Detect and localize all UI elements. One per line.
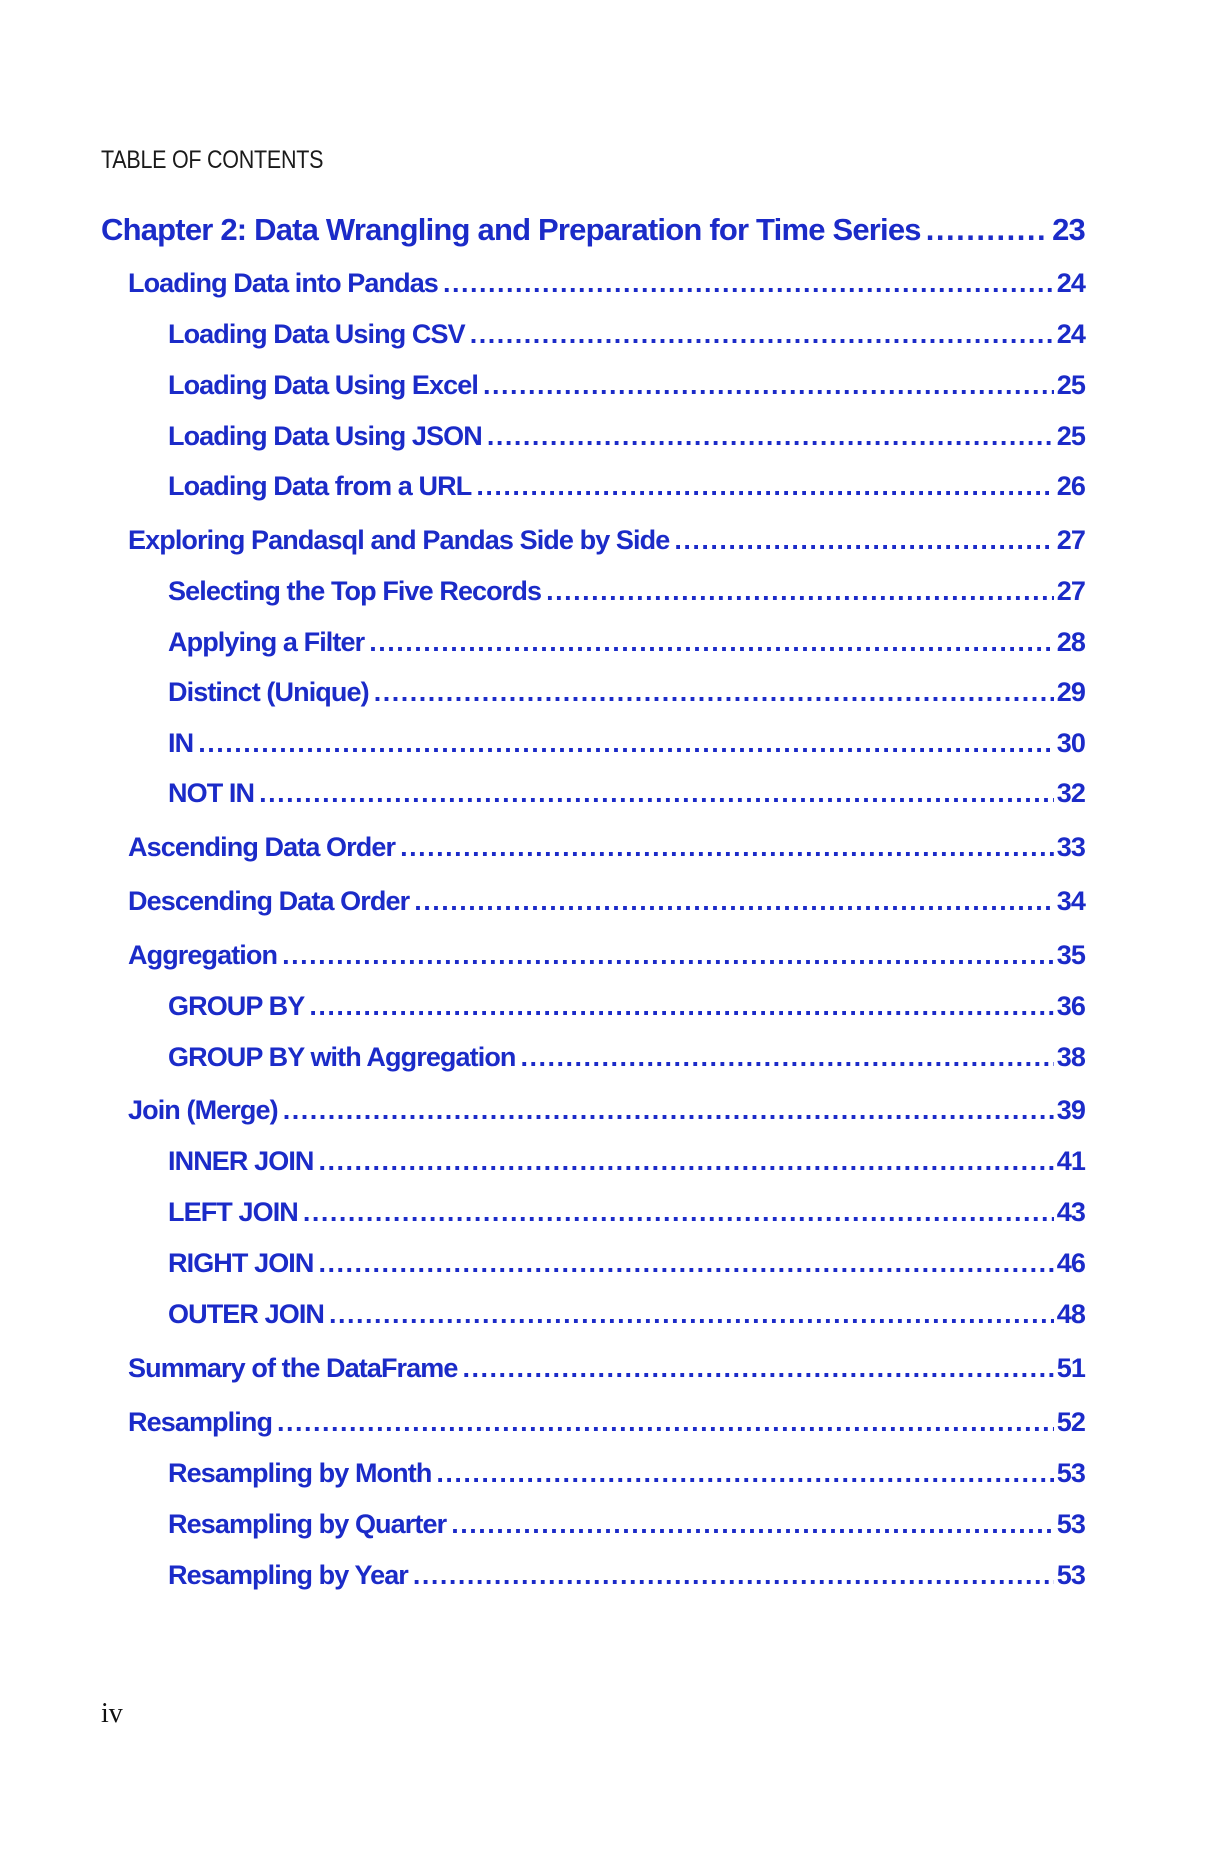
toc-entry-title: INNER JOIN	[168, 1146, 314, 1176]
toc-entry-title: Descending Data Order	[128, 886, 410, 916]
page-number: iv	[101, 1698, 123, 1729]
toc-entry-title: OUTER JOIN	[168, 1299, 325, 1329]
toc-dot-leader	[463, 1353, 1054, 1384]
toc-entry-title: GROUP BY with Aggregation	[168, 1042, 516, 1072]
toc-dot-leader	[483, 370, 1054, 401]
toc-entry-page: 23	[1052, 212, 1085, 247]
toc-dot-leader	[329, 1299, 1054, 1330]
toc-dot-leader	[283, 1095, 1054, 1126]
toc-dot-leader	[309, 991, 1053, 1022]
toc-entry-page: 30	[1056, 728, 1085, 758]
toc-entry-title: Summary of the DataFrame	[128, 1353, 458, 1383]
toc-entry-page: 53	[1056, 1458, 1085, 1488]
toc-dot-leader	[259, 778, 1054, 809]
toc-entry-title: Exploring Pandasql and Pandas Side by Side	[128, 525, 670, 555]
toc-entry-title: Resampling by Month	[168, 1458, 432, 1488]
toc-entry[interactable]	[128, 832, 1085, 863]
toc-entry-title: Loading Data Using JSON	[168, 421, 482, 451]
toc-entry-title: LEFT JOIN	[168, 1197, 298, 1227]
toc-dot-leader	[374, 677, 1054, 708]
toc-entry-title: Chapter 2: Data Wrangling and Preparation for Time Series	[101, 212, 921, 247]
toc-entry-page: 26	[1056, 471, 1085, 501]
toc-entry-page: 36	[1056, 991, 1085, 1021]
toc-entry-title: Resampling by Year	[168, 1560, 408, 1590]
toc-entry-page: 25	[1056, 370, 1085, 400]
toc-entry-title: Loading Data Using CSV	[168, 319, 465, 349]
toc-entry[interactable]	[128, 525, 1085, 556]
toc-entry[interactable]	[168, 728, 1085, 759]
toc-dot-leader	[470, 319, 1054, 350]
toc-entry-page: 32	[1056, 778, 1085, 808]
toc-entry-title: Loading Data into Pandas	[128, 268, 438, 298]
toc-dot-leader	[521, 1042, 1054, 1073]
toc-entry-title: Resampling by Quarter	[168, 1509, 447, 1539]
toc-entry[interactable]	[168, 627, 1085, 658]
toc-entry-page: 39	[1056, 1095, 1085, 1125]
toc-entry-page: 27	[1056, 576, 1085, 606]
toc-entry[interactable]	[168, 1560, 1085, 1591]
toc-entry-title: GROUP BY	[168, 991, 305, 1021]
toc-entry-page: 52	[1056, 1407, 1085, 1437]
toc-entry-title: NOT IN	[168, 778, 255, 808]
toc-entry-page: 53	[1056, 1560, 1085, 1590]
toc-entry-page: 48	[1056, 1299, 1085, 1329]
toc-entry-title: Loading Data Using Excel	[168, 370, 478, 400]
toc-entry-page: 43	[1056, 1197, 1085, 1227]
toc-dot-leader	[436, 1458, 1053, 1489]
toc-entry[interactable]	[128, 1407, 1085, 1438]
toc-entry[interactable]	[168, 1509, 1085, 1540]
toc-entry-title: IN	[168, 728, 194, 758]
toc-entry-title: Distinct (Unique)	[168, 677, 369, 707]
toc-entry[interactable]	[168, 1248, 1085, 1279]
toc-entry-page: 29	[1056, 677, 1085, 707]
toc-dot-leader	[674, 525, 1053, 556]
toc-entry-page: 41	[1056, 1146, 1085, 1176]
toc-entry-title: Aggregation	[128, 940, 278, 970]
toc-entry[interactable]	[168, 370, 1085, 401]
toc-dot-leader	[369, 627, 1054, 658]
toc-dot-leader	[400, 832, 1054, 863]
toc-entry[interactable]	[168, 1458, 1085, 1489]
toc-entry[interactable]	[128, 886, 1085, 917]
toc-entry-title: Join (Merge)	[128, 1095, 278, 1125]
toc-dot-leader	[319, 1146, 1054, 1177]
toc-dot-leader	[487, 421, 1054, 452]
toc-entry[interactable]	[128, 940, 1085, 971]
toc-entry[interactable]	[168, 471, 1085, 502]
toc-dot-leader	[282, 940, 1054, 971]
toc-entry[interactable]	[168, 778, 1085, 809]
toc-entry-title: Ascending Data Order	[128, 832, 396, 862]
running-head: TABLE OF CONTENTS	[101, 146, 324, 174]
toc-dot-leader	[451, 1509, 1054, 1540]
toc-entry-page: 46	[1056, 1248, 1085, 1278]
toc-dot-leader	[443, 268, 1054, 299]
toc-entry-page: 35	[1056, 940, 1085, 970]
toc-entry[interactable]	[168, 1197, 1085, 1228]
toc-entry-page: 38	[1056, 1042, 1085, 1072]
toc-entry-title: Applying a Filter	[168, 627, 365, 657]
toc-entry-page: 28	[1056, 627, 1085, 657]
toc-entry[interactable]	[168, 1146, 1085, 1177]
toc-entry-title: Loading Data from a URL	[168, 471, 472, 501]
toc-entry[interactable]	[168, 576, 1085, 607]
toc-chapter-entry[interactable]	[101, 212, 1085, 248]
toc-entry-title: RIGHT JOIN	[168, 1248, 314, 1278]
toc-entry-page: 51	[1056, 1353, 1085, 1383]
toc-entry-page: 53	[1056, 1509, 1085, 1539]
toc-entry-page: 34	[1056, 886, 1085, 916]
toc-entry[interactable]	[128, 1095, 1085, 1126]
toc-entry[interactable]	[168, 1299, 1085, 1330]
toc-entry[interactable]	[168, 1042, 1085, 1073]
toc-entry[interactable]	[168, 319, 1085, 350]
toc-dot-leader	[476, 471, 1053, 502]
toc-dot-leader	[926, 212, 1049, 248]
toc-entry-title: Selecting the Top Five Records	[168, 576, 542, 606]
toc-dot-leader	[546, 576, 1054, 607]
toc-entry-title: Resampling	[128, 1407, 273, 1437]
toc-entry-page: 25	[1056, 421, 1085, 451]
toc-dot-leader	[303, 1197, 1054, 1228]
toc-entry[interactable]	[168, 991, 1085, 1022]
toc-entry-page: 33	[1056, 832, 1085, 862]
toc-entry-page: 24	[1056, 268, 1085, 298]
toc-dot-leader	[319, 1248, 1054, 1279]
toc-dot-leader	[414, 886, 1054, 917]
toc-entry[interactable]	[128, 268, 1085, 299]
toc-entry[interactable]	[168, 677, 1085, 708]
toc-entry[interactable]	[168, 421, 1085, 452]
toc-dot-leader	[198, 728, 1054, 759]
toc-entry-page: 24	[1056, 319, 1085, 349]
toc-entry[interactable]	[128, 1353, 1085, 1384]
toc-entry-page: 27	[1056, 525, 1085, 555]
toc-dot-leader	[277, 1407, 1054, 1438]
toc-dot-leader	[413, 1560, 1054, 1591]
